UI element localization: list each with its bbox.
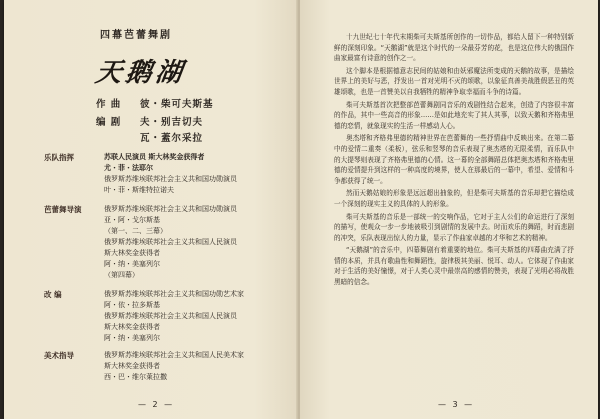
section-line: 斯大林奖金获得者 [104,249,160,257]
program-title: 天鹅湖 [93,58,188,88]
credit-value: 夫・别吉切夫 [140,117,204,128]
section-line: （第一、二、三幕） [104,227,167,235]
credit-libretto [96,114,203,128]
section-line: 俄罗斯苏维埃联邦社会主义共和国人民演员 [104,312,237,320]
section-line: 阿・纳・美塞列尔 [104,260,160,268]
essay-paragraph: “天鹅湖”的音乐中，四幕舞剧有着重要的地位。柴可夫斯基的四幕曲充满了抒情的本质，并具有歌曲性和舞蹈性，旋律极其美丽、悦耳、动人。它体现了作曲家对于生活的美好憧憬，对于人类心灵中最崇高的感情的赞美，表现了光明必将战胜黑暗的信念。 [334,246,574,287]
section-line: 尤・菲・法耶尔 [104,164,153,172]
section-line: 西・巴・维尔萊拉撒 [104,373,167,381]
section-line: 斯大林奖金获得者 [104,323,160,331]
credit-value: 瓦・蓋尔采拉 [140,133,204,144]
section-line: 斯大林奖金获得者 [104,362,160,370]
credit-composer [96,96,214,110]
booklet-spread [4,0,598,419]
essay-paragraph: 然而天鹅姑娘的形象是远远超出抽象的，但是柴可夫斯基的音乐却把它描绘成一个深刻的现实主义的具体的人的形象。 [334,189,574,208]
section-label: 美术指导 [44,351,74,360]
section-line: 叶・菲・斯维特拉诺夫 [104,186,174,194]
section-label: 改 编 [44,290,62,299]
essay-paragraph: 十九世纪七十年代末期柴可夫斯基所创作的一切作品，都给人留下一种特别新鲜的深刻印象。“天鹅湖”就是这个时代的一朵最芬芳的花，也是这位伟大的俄国作曲家最富有诗意的创作之一。 [334,33,574,63]
page-number-left: — 2 — [138,400,175,409]
page-number-right: — 3 — [438,400,475,409]
essay-text [334,32,574,290]
left-page [4,0,298,419]
section-line: 俄罗斯苏维埃联邦社会主义共和国功勋演员 [104,175,237,183]
essay-paragraph: 这个脚本是根据德意志民间的姑娘和由妖邪魔法所变成的天鹅的故事，是描绘世界上的美好与恶，抒发出一首对光明不灭的颂歌，以象征真善美战胜假恶丑的英雄颂歌，也是一首赞美以自我牺牲的精神争取幸福而斗争的诗篇。 [334,66,574,96]
section-line: 俄罗斯苏维埃联邦社会主义共和国功勋艺术家 [104,290,244,298]
section-line: 阿・依・拉多斯基 [104,301,160,309]
essay-paragraph: 柴可夫斯基的音乐是一部统一的交响作品，它对于主人公们的命运进行了深刻的描写，使观众一步一步地被吸引到剧情的发展中去。时而欢乐的舞蹈，时而悲剧的冲突，乐队表现出惊人的力量，显示了作曲家卓越的才华和艺术的精神。 [334,212,574,242]
section-line: 阿・纳・美塞列尔 [104,334,160,342]
section-line: 俄罗斯苏维埃联邦社会主义共和国人民美术家 [104,351,244,359]
section-line: （第四幕） [104,271,139,279]
right-page [300,0,598,419]
section-line: 亚・阿・戈尔斯基 [104,216,160,224]
credit-label: 作 曲 [96,99,122,110]
section-line: 俄罗斯苏维埃联邦社会主义共和国功勋演员 [104,205,237,213]
section-label: 乐队指挥 [44,153,74,162]
credit-libretto-2 [96,130,203,144]
essay-paragraph: 奥杰塔和齐格弗里德的精神世界在芭蕾舞的一些抒情曲中反映出来。在第二幕中的爱情二重奏（柔板），弦乐和竖琴的音乐表现了奥杰塔的无限柔情，而乐队中的大提琴则表现了齐格弗里德的心情。这一幕的全部舞蹈总体把奥杰塔和齐格弗里德的爱情提升到这样的一种高度的境界，使人在那最后的一幕中，希望、爱情和斗争都获得了统一。 [334,134,574,185]
section-line: 俄罗斯苏维埃联邦社会主义共和国人民演员 [104,238,237,246]
program-subtitle: 四幕芭蕾舞剧 [100,30,172,41]
credit-value: 彼・柴可夫斯基 [140,99,214,110]
section-line: 苏联人民演员 斯大林奖金获得者 [104,153,205,161]
credit-label: 编 剧 [96,117,122,128]
essay-paragraph: 柴可夫斯基首次把整部芭蕾舞剧同音乐的戏剧性结合起来，创造了内容很丰富的作品，其中一些高音的形象……是如此地充实了其人其事，以致天鹅和齐格弗里德的恋情，就象现实的生活一样感动人心。 [334,100,574,130]
section-label: 芭蕾舞导演 [44,205,82,214]
